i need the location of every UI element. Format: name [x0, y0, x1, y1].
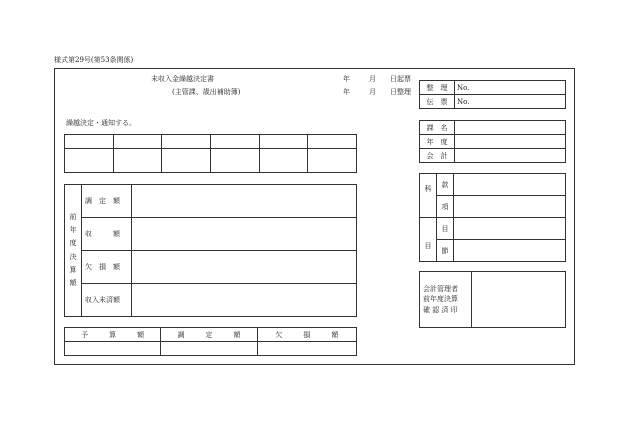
- summary-header-assessed: 調 定 額: [161, 328, 257, 342]
- budget-value-moku[interactable]: [454, 218, 566, 240]
- summary-value-budget[interactable]: [65, 342, 161, 356]
- registry-table: [419, 80, 566, 109]
- form-number: 様式第29号(第53条関係): [54, 56, 134, 64]
- grid-cell[interactable]: [113, 135, 162, 149]
- decision-grid: [64, 134, 357, 173]
- grid-cell[interactable]: [65, 135, 114, 149]
- registry-no-slip[interactable]: No.: [455, 95, 566, 109]
- approval-stamp-area[interactable]: [472, 272, 566, 328]
- budget-label-moku: 目: [437, 218, 454, 240]
- class-value-section[interactable]: [455, 121, 566, 135]
- classification-table: [419, 120, 566, 163]
- draft-month: 月: [369, 75, 376, 83]
- process-day-label: 日整理: [390, 88, 411, 96]
- approval-label: 会計管理者 前年度決算 確 認 済 印: [420, 272, 472, 328]
- summary-header-loss: 欠 損 額: [257, 328, 356, 342]
- decision-note: 繰越決定・通知する。: [66, 119, 136, 127]
- prior-label-assessed: 調 定 額: [82, 185, 132, 218]
- draft-day-label: 日起票: [390, 75, 411, 83]
- budget-value-kou[interactable]: [454, 196, 566, 218]
- budget-label-setsu: 節: [437, 240, 454, 262]
- budget-label-kan: 款: [437, 174, 454, 196]
- budget-value-kan[interactable]: [454, 174, 566, 196]
- grid-cell[interactable]: [113, 149, 162, 173]
- class-label-year: 年 度: [420, 135, 455, 149]
- prior-label-outstanding: 収入未済額: [82, 284, 132, 317]
- registry-no-organize[interactable]: No.: [455, 81, 566, 95]
- budget-item-table: [419, 173, 566, 262]
- kamoku-label-bottom: 目: [420, 218, 437, 262]
- kamoku-label-top: 科: [420, 174, 437, 218]
- prior-value-received[interactable]: [132, 218, 357, 251]
- prior-settlement-side-label: 前年度決算額: [65, 185, 82, 317]
- grid-cell[interactable]: [162, 149, 211, 173]
- grid-cell[interactable]: [308, 149, 357, 173]
- grid-cell[interactable]: [259, 149, 308, 173]
- budget-label-kou: 項: [437, 196, 454, 218]
- process-year: 年: [343, 88, 350, 96]
- prior-value-loss[interactable]: [132, 251, 357, 284]
- class-value-account[interactable]: [455, 149, 566, 163]
- grid-cell[interactable]: [162, 135, 211, 149]
- prior-settlement-table: [64, 184, 357, 317]
- grid-cell[interactable]: [65, 149, 114, 173]
- draft-year: 年: [343, 75, 350, 83]
- summary-value-assessed[interactable]: [161, 342, 257, 356]
- form-title: 未収入金繰越決定書: [151, 75, 214, 83]
- grid-cell[interactable]: [259, 135, 308, 149]
- approval-table: [419, 271, 566, 328]
- class-label-account: 会 計: [420, 149, 455, 163]
- grid-cell[interactable]: [210, 149, 259, 173]
- grid-cell[interactable]: [210, 135, 259, 149]
- form-subtitle: (主管課、歳出補助簿): [172, 88, 241, 96]
- class-label-section: 課 名: [420, 121, 455, 135]
- registry-label-slip: 伝 票: [420, 95, 455, 109]
- registry-label-organize: 整 理: [420, 81, 455, 95]
- prior-value-outstanding[interactable]: [132, 284, 357, 317]
- class-value-year[interactable]: [455, 135, 566, 149]
- grid-cell[interactable]: [308, 135, 357, 149]
- budget-summary-table: [64, 327, 357, 356]
- prior-label-received: 収 額: [82, 218, 132, 251]
- prior-value-assessed[interactable]: [132, 185, 357, 218]
- prior-label-loss: 欠 損 額: [82, 251, 132, 284]
- summary-value-loss[interactable]: [257, 342, 356, 356]
- budget-value-setsu[interactable]: [454, 240, 566, 262]
- process-month: 月: [369, 88, 376, 96]
- summary-header-budget: 予 算 額: [65, 328, 161, 342]
